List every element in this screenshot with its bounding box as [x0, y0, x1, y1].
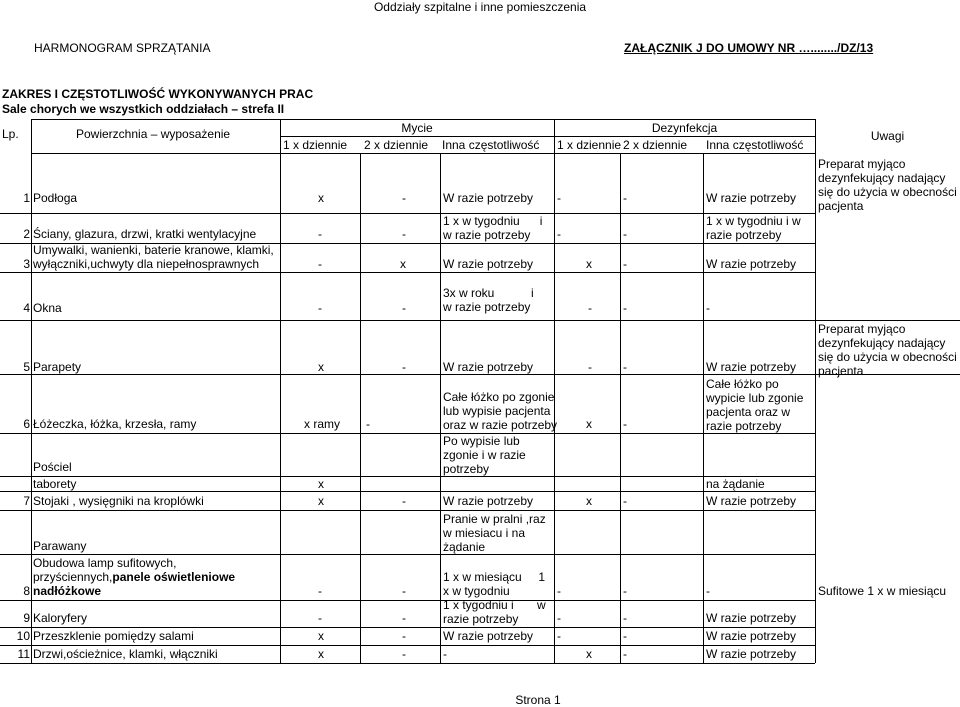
dis-other-cell: W razie potrzeby [706, 494, 797, 508]
wash-2x-cell: - [402, 611, 406, 625]
wash-other-cell: - [443, 647, 447, 661]
dis-1x-cell: x [586, 494, 592, 508]
wash-other-cell: potrzeby [443, 462, 490, 476]
dis-2x-cell: - [623, 584, 627, 598]
dis-1x-cell: - [557, 584, 561, 598]
wash-other-cell: zgonie i w razie [443, 448, 526, 462]
section-subtitle: Sale chorych we wszystkich oddziałach – strefa II [2, 102, 285, 116]
row-number: 8 [23, 584, 30, 598]
wash-other-cell: oraz w razie potrzeby [443, 418, 558, 432]
wash-other-cell: Po wypisie lub [443, 434, 520, 448]
row-surface: Umywalki, wanienki, baterie kranowe, klamki, [33, 243, 274, 257]
row-surface: nadłóżkowe [33, 584, 102, 598]
wash-1x-cell: - [318, 257, 322, 271]
wash-other-cell: w razie potrzeby [443, 228, 531, 242]
dis-2x-cell: - [623, 647, 627, 661]
row-surface: Drzwi,ościeżnice, klamki, włączniki [33, 647, 218, 661]
row-surface: taborety [33, 477, 77, 491]
dis-other-cell: - [706, 301, 710, 315]
wash-other-cell: 1 x w miesiącu 1 [443, 570, 546, 584]
page-title: Oddziały szpitalne i inne pomieszczenia [373, 0, 587, 14]
dis-1x-cell: x [586, 417, 592, 431]
notes-line: się do użycia w obecności [818, 185, 957, 199]
wash-2x-cell: - [402, 584, 406, 598]
wash-other-cell: 3x w roku i [443, 286, 534, 300]
dis-other-cell: 1 x w tygodniu i w [706, 214, 801, 228]
wash-other-cell: razie potrzeby [443, 612, 519, 626]
header-dis-1x: 1 x dziennie [557, 138, 622, 152]
wash-1x-cell: - [318, 227, 322, 241]
dis-other-cell: W razie potrzeby [706, 191, 797, 205]
row-surface: Przeszklenie pomiędzy salami [33, 629, 194, 643]
wash-other-cell: w miesiacu i na [443, 526, 526, 540]
wash-2x-cell: - [402, 494, 406, 508]
dis-2x-cell: - [623, 629, 627, 643]
dis-2x-cell: - [623, 191, 627, 205]
header-disinfection: Dezynfekcja [651, 121, 718, 135]
row-surface: Łóżeczka, łóżka, krzesła, ramy [33, 417, 197, 431]
header-dis-2x: 2 x dziennie [623, 138, 688, 152]
wash-1x-cell: x [318, 477, 324, 491]
wash-other-cell: W razie potrzeby [443, 629, 534, 643]
wash-other-cell: W razie potrzeby [443, 257, 534, 271]
row-number: 9 [23, 611, 30, 625]
row-number: 10 [16, 629, 30, 643]
row-surface: Kaloryfery [33, 611, 88, 625]
row-surface: Okna [33, 301, 62, 315]
row-surface: przyściennych,panele oświetleniowe [33, 570, 236, 584]
row-number: 7 [23, 494, 30, 508]
notes-line: Preparat myjąco [818, 322, 906, 336]
dis-1x-cell: x [586, 647, 592, 661]
dis-1x-cell: - [588, 301, 592, 315]
wash-2x-cell: - [402, 647, 406, 661]
wash-other-cell: w razie potrzeby [443, 300, 531, 314]
wash-1x-cell: x [318, 360, 324, 374]
wash-other-cell: W razie potrzeby [443, 360, 534, 374]
wash-1x-cell: x [318, 647, 324, 661]
wash-2x-cell: - [402, 301, 406, 315]
dis-other-cell: pacjenta oraz w [706, 405, 791, 419]
dis-1x-cell: - [557, 191, 561, 205]
row-number: 11 [17, 647, 30, 661]
wash-other-cell: W razie potrzeby [443, 494, 534, 508]
dis-other-cell: na żądanie [706, 477, 765, 491]
dis-other-cell: W razie potrzeby [706, 257, 797, 271]
dis-other-cell: razie potrzeby [706, 419, 782, 433]
notes-cell: Sufitowe 1 x w miesiącu [818, 584, 947, 598]
header-surface: Powierzchnia – wyposażenie [76, 127, 231, 141]
dis-1x-cell: - [557, 611, 561, 625]
wash-2x-cell: - [402, 227, 406, 241]
dis-1x-cell: - [557, 227, 561, 241]
header-dis-other: Inna częstotliwość [706, 138, 804, 152]
notes-line: się do użycia w obecności [818, 350, 957, 364]
dis-other-cell: W razie potrzeby [706, 647, 797, 661]
wash-2x-cell: - [366, 417, 370, 431]
row-number: 6 [23, 417, 30, 431]
wash-1x-cell: - [318, 584, 322, 598]
row-surface: Podłoga [33, 191, 78, 205]
row-number: 5 [23, 360, 30, 374]
dis-2x-cell: - [623, 257, 627, 271]
wash-other-cell: Całe łóżko po zgonie [443, 390, 555, 404]
dis-other-cell: - [706, 584, 710, 598]
dis-other-cell: W razie potrzeby [706, 629, 797, 643]
dis-2x-cell: - [623, 494, 627, 508]
wash-1x-cell: - [318, 301, 322, 315]
header-wash-2x: 2 x dziennie [364, 138, 429, 152]
dis-other-cell: Całe łóżko po [706, 377, 779, 391]
dis-other-cell: razie potrzeby [706, 228, 782, 242]
row-surface: Parapety [33, 360, 82, 374]
header-washing: Mycie [401, 121, 433, 135]
wash-2x-cell: x [400, 257, 406, 271]
page-footer: Strona 1 [515, 693, 561, 707]
wash-other-cell: żądanie [443, 540, 486, 554]
dis-2x-cell: - [623, 417, 627, 431]
header-lp: Lp. [2, 127, 19, 141]
wash-2x-cell: - [402, 360, 406, 374]
dis-2x-cell: - [623, 611, 627, 625]
schedule-heading: HARMONOGRAM SPRZĄTANIA [34, 41, 211, 55]
wash-other-cell: W razie potrzeby [443, 191, 534, 205]
dis-other-cell: wypicie lub zgonie [706, 391, 804, 405]
dis-other-cell: W razie potrzeby [706, 611, 797, 625]
header-notes: Uwagi [870, 129, 905, 143]
wash-1x-cell: x ramy [304, 417, 340, 431]
wash-1x-cell: x [318, 494, 324, 508]
wash-1x-cell: x [318, 191, 324, 205]
header-wash-1x: 1 x dziennie [283, 138, 348, 152]
dis-2x-cell: - [623, 301, 627, 315]
section-title: ZAKRES I CZĘSTOTLIWOŚĆ WYKONYWANYCH PRAC [2, 87, 314, 101]
wash-2x-cell: - [402, 629, 406, 643]
wash-1x-cell: - [318, 611, 322, 625]
wash-other-cell: Pranie w pralni ,raz [443, 512, 546, 526]
wash-2x-cell: - [402, 191, 406, 205]
dis-1x-cell: - [557, 629, 561, 643]
notes-line: pacjenta [818, 199, 864, 213]
wash-other-cell: x w tygodniu [443, 584, 510, 598]
row-surface: Parawany [33, 539, 87, 553]
notes-line: dezynfekujący nadający [818, 336, 946, 350]
wash-1x-cell: x [318, 629, 324, 643]
wash-other-cell: 1 x w tygodniu i [443, 214, 543, 228]
dis-2x-cell: - [623, 360, 627, 374]
row-surface: Pościel [33, 460, 72, 474]
dis-1x-cell: x [586, 257, 592, 271]
notes-line: Preparat myjąco [818, 157, 906, 171]
wash-other-cell: lub wypisie pacjenta [443, 404, 551, 418]
notes-line: pacjenta [818, 364, 864, 378]
row-number: 2 [23, 227, 30, 241]
dis-2x-cell: - [623, 227, 627, 241]
row-number: 1 [23, 191, 30, 205]
row-surface: Stojaki , wysięgniki na kroplówki [33, 494, 204, 508]
notes-line: dezynfekujący nadający [818, 171, 946, 185]
row-surface: wyłączniki,uchwyty dla niepełnosprawnych [33, 257, 260, 271]
wash-other-cell: 1 x tygodniu i w [443, 598, 546, 612]
row-surface: Ściany, glazura, drzwi, kratki wentylacyjne [33, 227, 257, 241]
dis-1x-cell: - [588, 360, 592, 374]
row-surface: Obudowa lamp sufitowych, [33, 556, 177, 570]
annex-heading: ZAŁĄCZNIK J DO UMOWY NR …......../DZ/13 [624, 41, 874, 55]
row-number: 4 [23, 301, 30, 315]
dis-other-cell: W razie potrzeby [706, 360, 797, 374]
header-wash-other: Inna częstotliwość [442, 138, 540, 152]
row-number: 3 [23, 257, 30, 271]
